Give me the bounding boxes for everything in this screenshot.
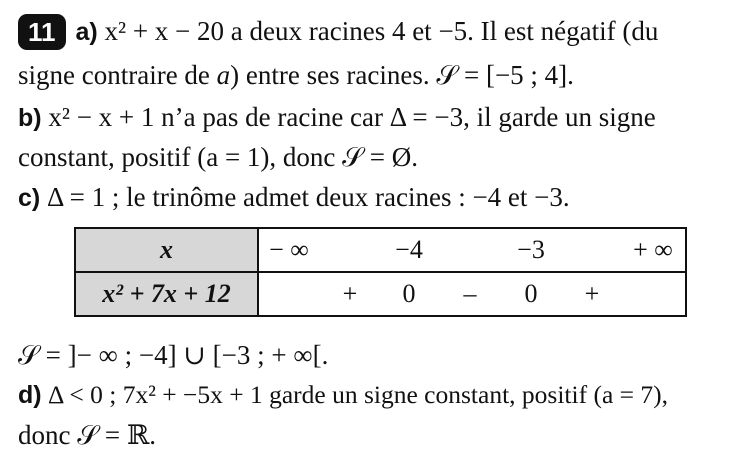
part-a-text-2-pre: signe contraire de (18, 60, 217, 90)
part-d-line-2 (18, 418, 156, 452)
part-a-text-2-var: a (216, 60, 231, 90)
part-c-label: c) (18, 184, 41, 212)
x-value-plus-infinity: + ∞ (633, 235, 673, 264)
part-a-line-2 (18, 58, 574, 92)
part-d-line-1 (18, 378, 668, 412)
sign-table-x-values (258, 228, 686, 272)
x-value-root-2: −3 (517, 235, 545, 264)
part-a-text-2-post: ) entre ses racines. 𝒮 = [−5 ; 4]. (230, 60, 574, 90)
part-b-text-2: constant, positif (a = 1), donc 𝒮 = Ø. (18, 142, 419, 172)
sign-table-expression-header: x² + 7x + 12 (75, 272, 258, 316)
sign-cell: + (342, 279, 358, 308)
solution-c-text: 𝒮 = ]− ∞ ; −4] ∪ [−3 ; + ∞[. (18, 340, 329, 370)
sign-cell: + (584, 279, 600, 308)
part-c-line-1 (18, 180, 570, 215)
part-a-text-1: x² + x − 20 a deux racines 4 et −5. Il est négatif (du (97, 16, 659, 46)
part-a-line-1 (18, 14, 658, 52)
sign-table-x-row (75, 228, 686, 272)
solution-c-line (18, 338, 328, 372)
sign-cell: – (463, 279, 477, 308)
x-value-root-1: −4 (395, 235, 423, 264)
part-a-label: a) (75, 18, 98, 46)
sign-table-expression-row (75, 272, 686, 316)
part-c-text-1: Δ = 1 ; le trinôme admet deux racines : −4 et −3. (40, 182, 570, 212)
part-b-label: b) (18, 104, 42, 132)
part-b-line-2 (18, 140, 418, 174)
sign-table-x-header: x (75, 228, 258, 272)
x-value-minus-infinity: − ∞ (269, 235, 309, 264)
part-d-text-2: donc 𝒮 = ℝ. (18, 420, 157, 450)
part-d-label: d) (18, 381, 42, 409)
part-b-line-1 (18, 100, 656, 135)
sign-table-signs (258, 272, 686, 316)
part-d-text-1: Δ < 0 ; 7x² + −5x + 1 garde un signe constant, positif (a = 7), (41, 380, 669, 409)
sign-table (74, 227, 687, 317)
sign-cell: 0 (402, 279, 416, 308)
part-b-text-1: x² − x + 1 n’a pas de racine car Δ = −3, il garde un signe (41, 102, 656, 132)
sign-cell: 0 (524, 279, 538, 308)
exercise-number-badge: 11 (18, 14, 66, 50)
